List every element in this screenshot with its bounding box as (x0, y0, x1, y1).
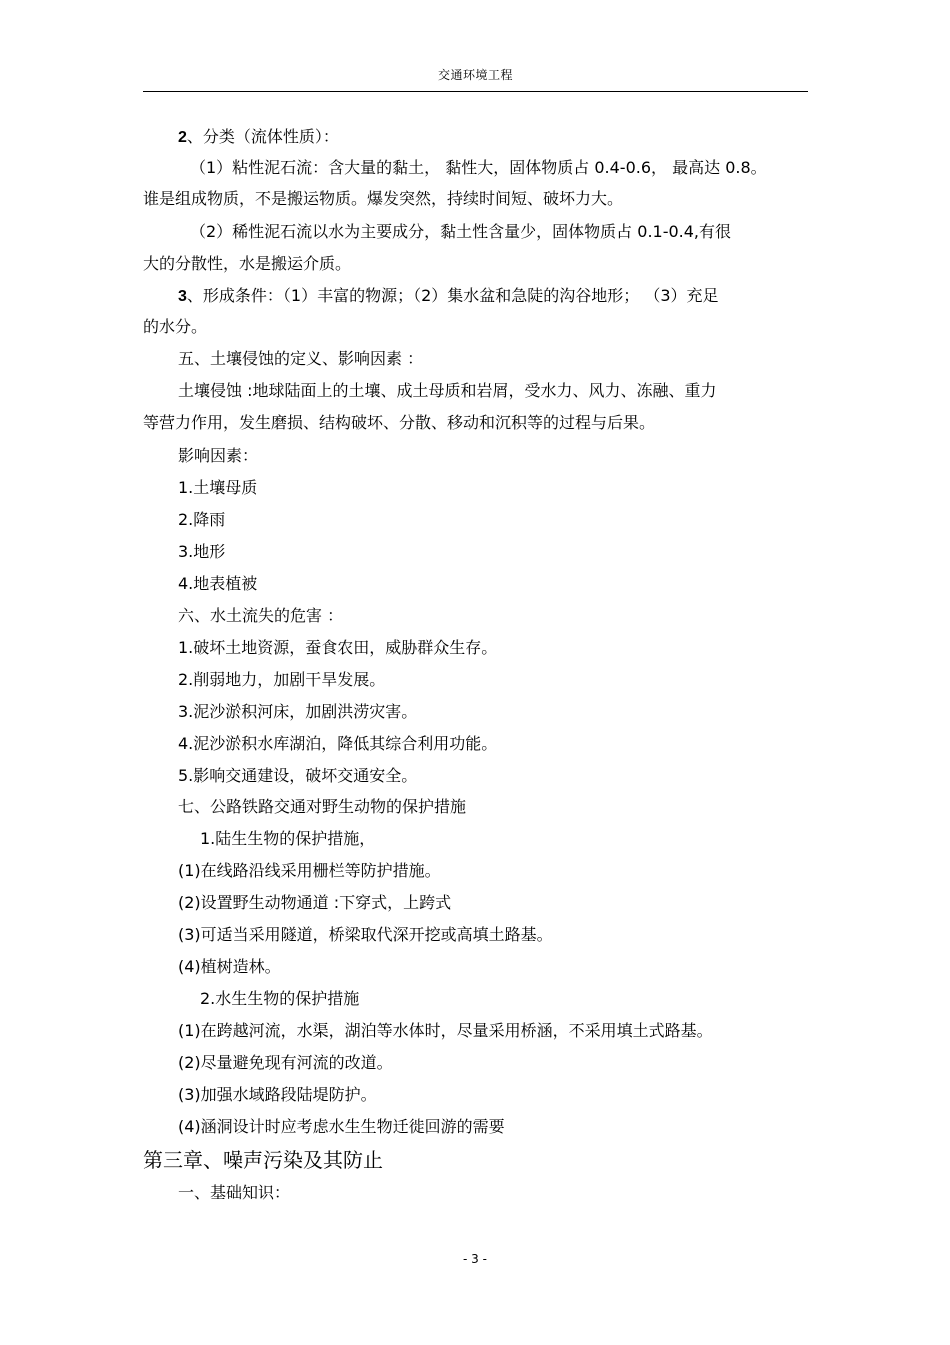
list-item: 1.土壤母质 (178, 478, 258, 497)
list-item: 5.影响交通建设，破坏交通安全。 (178, 766, 418, 785)
paragraph-line: 大的分散性，水是搬运介质。 (143, 254, 352, 273)
list-item: 3.泥沙淤积河床，加剧洪涝灾害。 (178, 702, 418, 721)
list-item: 2.削弱地力，加剧干旱发展。 (178, 670, 386, 689)
running-header: 交通环境工程 (437, 68, 513, 82)
list-item: (2)尽量避免现有河流的改道。 (178, 1053, 393, 1072)
list-item: (1)在线路沿线采用栅栏等防护措施。 (178, 861, 441, 880)
list-item: (4)涵洞设计时应考虑水生生物迁徙回游的需要 (178, 1117, 505, 1136)
section-heading-soil-erosion: 五、土壤侵蚀的定义、影响因素 ： (178, 349, 424, 368)
list-item: 2.降雨 (178, 510, 226, 529)
list-item: 4.地表植被 (178, 574, 258, 593)
list-item: (4)植树造林。 (178, 957, 281, 976)
section-text: 、形成条件：（1）丰富的物源；（2）集水盆和急陡的沟谷地形； （3）充足 (186, 286, 719, 305)
paragraph-line: 土壤侵蚀 :地球陆面上的土壤、成土母质和岩屑，受水力、风力、冻融、重力 (178, 381, 717, 400)
subheading: 2.水生生物的保护措施 (200, 989, 360, 1008)
section-heading-hazards: 六、水土流失的危害 ： (178, 606, 344, 625)
list-item: (1)在跨越河流，水渠，湖泊等水体时，尽量采用桥涵，不采用填土式路基。 (178, 1021, 713, 1040)
list-item: 3.地形 (178, 542, 226, 561)
section-heading-wildlife: 七、公路铁路交通对野生动物的保护措施 (178, 797, 467, 816)
list-item: 1.破坏土地资源，蚕食农田，威胁群众生存。 (178, 638, 498, 657)
section-text: 、分类（流体性质）： (186, 127, 339, 146)
section-number: 2 (178, 129, 187, 146)
page-number: - 3 - (463, 1252, 487, 1266)
section-heading-classification (178, 127, 808, 148)
paragraph-line: 的水分。 (143, 317, 208, 336)
paragraph-line: （1）粘性泥石流：含大量的黏土， 黏性大，固体物质占 0.4-0.6， 最高达 0.8。 (190, 158, 767, 177)
paragraph-line: （2）稀性泥石流以水为主要成分，黏土性含量少，固体物质占 0.1-0.4,有很 (190, 222, 732, 241)
chapter-title: 第三章、噪声污染及其防止 (143, 1148, 383, 1172)
paragraph-line: 谁是组成物质，不是搬运物质。爆发突然，持续时间短、破坏力大。 (143, 189, 624, 208)
list-item: (3)加强水域路段陆堤防护。 (178, 1085, 377, 1104)
header-rule (143, 91, 808, 92)
section-number: 3 (178, 288, 187, 305)
paragraph-line: 影响因素： (178, 446, 259, 465)
section-heading-basics: 一、基础知识： (178, 1183, 291, 1202)
list-item: 4.泥沙淤积水库湖泊，降低其综合利用功能。 (178, 734, 498, 753)
list-item: (3)可适当采用隧道，桥梁取代深开挖或高填土路基。 (178, 925, 553, 944)
paragraph-line: 等营力作用，发生磨损、结构破坏、分散、移动和沉积等的过程与后果。 (143, 413, 656, 432)
subheading: 1.陆生生物的保护措施， (200, 829, 376, 848)
section-heading-conditions (178, 286, 808, 307)
list-item: (2)设置野生动物通道 :下穿式，上跨式 (178, 893, 452, 912)
